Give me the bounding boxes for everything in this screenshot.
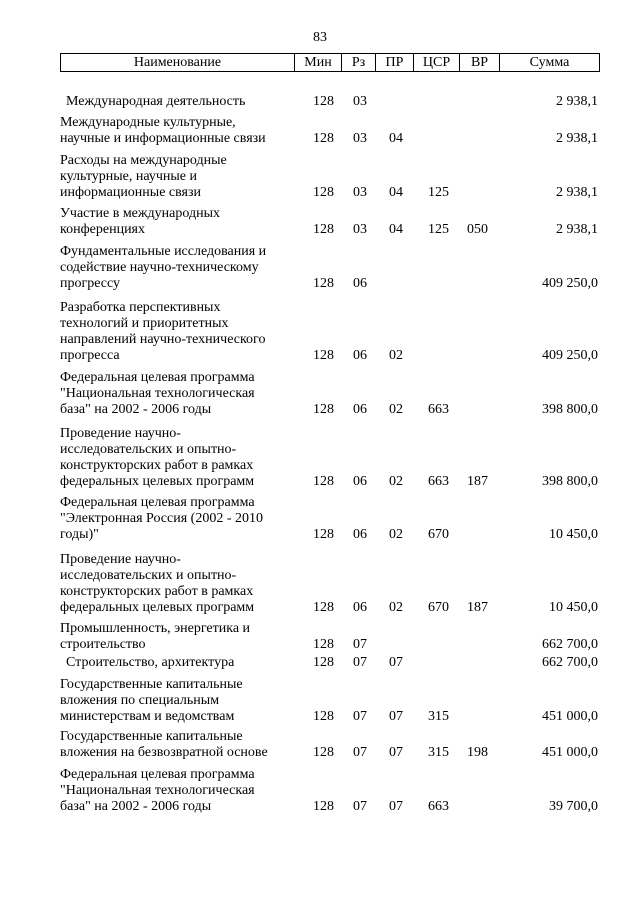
row-pr: 04 xyxy=(389,131,403,146)
row-sum: 2 938,1 xyxy=(556,185,598,200)
row-name: Проведение научно-исследовательских и опытно-конструкторских работ в рамках федеральных целевых программ xyxy=(60,426,255,489)
row-rz: 03 xyxy=(353,94,367,109)
table-row xyxy=(0,552,640,616)
row-csr: 125 xyxy=(428,222,449,237)
row-sum: 398 800,0 xyxy=(542,474,598,489)
row-csr: 125 xyxy=(428,185,449,200)
row-pr: 04 xyxy=(389,222,403,237)
row-rz: 03 xyxy=(353,131,367,146)
row-sum: 662 700,0 xyxy=(542,637,598,652)
row-min: 128 xyxy=(313,131,334,146)
row-name: Международная деятельность xyxy=(66,94,246,109)
table-row xyxy=(0,206,640,238)
column-header-rz: Рз xyxy=(342,54,376,71)
row-min: 128 xyxy=(313,402,334,417)
table-row xyxy=(0,426,640,490)
table-header xyxy=(60,53,600,72)
row-min: 128 xyxy=(313,637,334,652)
row-name: Федеральная целевая программа "Национальная технологическая база" на 2002 - 2006 годы xyxy=(60,767,255,814)
table-row xyxy=(0,244,640,292)
row-name: Строительство, архитектура xyxy=(66,655,235,670)
row-min: 128 xyxy=(313,276,334,291)
row-name: Фундаментальные исследования и содействие научно-техническому прогрессу xyxy=(60,244,267,291)
row-pr: 02 xyxy=(389,348,403,363)
row-sum: 2 938,1 xyxy=(556,131,598,146)
table-row xyxy=(0,370,640,418)
row-rz: 07 xyxy=(353,799,367,814)
row-pr: 07 xyxy=(389,709,403,724)
column-header-sum: Сумма xyxy=(529,55,570,70)
row-sum: 409 250,0 xyxy=(542,348,598,363)
column-header-name: Наименование xyxy=(61,54,295,71)
table-row xyxy=(0,655,640,671)
row-min: 128 xyxy=(313,745,334,760)
row-vr: 187 xyxy=(467,600,488,615)
row-rz: 03 xyxy=(353,222,367,237)
row-rz: 06 xyxy=(353,348,367,363)
row-pr: 07 xyxy=(389,799,403,814)
row-min: 128 xyxy=(313,600,334,615)
page-number: 83 xyxy=(313,30,327,45)
column-header-csr: ЦСР xyxy=(414,54,460,71)
row-rz: 06 xyxy=(353,600,367,615)
row-min: 128 xyxy=(313,94,334,109)
row-sum: 451 000,0 xyxy=(542,709,598,724)
row-sum: 2 938,1 xyxy=(556,94,598,109)
row-csr: 315 xyxy=(428,745,449,760)
row-min: 128 xyxy=(313,222,334,237)
row-pr: 02 xyxy=(389,600,403,615)
row-rz: 06 xyxy=(353,276,367,291)
row-pr: 02 xyxy=(389,527,403,542)
table-row xyxy=(0,621,640,653)
row-name: Разработка перспективных технологий и приоритетных направлений научно-технического прогресса xyxy=(60,300,266,363)
row-name: Международные культурные, научные и информационные связи xyxy=(60,115,266,146)
column-header-min: Мин xyxy=(295,54,342,71)
table-row xyxy=(0,94,640,110)
column-header-vr: ВР xyxy=(460,54,500,71)
row-vr: 187 xyxy=(467,474,488,489)
table-row xyxy=(0,115,640,147)
table-row xyxy=(0,495,640,543)
row-name: Промышленность, энергетика и строительство xyxy=(60,621,251,652)
table-row xyxy=(0,677,640,725)
row-csr: 663 xyxy=(428,799,449,814)
row-pr: 02 xyxy=(389,474,403,489)
row-name: Государственные капитальные вложения на безвозвратной основе xyxy=(60,729,268,760)
row-vr: 198 xyxy=(467,745,488,760)
row-sum: 662 700,0 xyxy=(542,655,598,670)
row-sum: 10 450,0 xyxy=(549,600,598,615)
table-row xyxy=(0,729,640,761)
row-rz: 03 xyxy=(353,185,367,200)
row-rz: 06 xyxy=(353,402,367,417)
row-vr: 050 xyxy=(467,222,488,237)
row-min: 128 xyxy=(313,799,334,814)
row-rz: 07 xyxy=(353,655,367,670)
row-min: 128 xyxy=(313,709,334,724)
row-sum: 2 938,1 xyxy=(556,222,598,237)
row-min: 128 xyxy=(313,527,334,542)
table-row xyxy=(0,767,640,815)
table-row xyxy=(0,153,640,201)
row-name: Государственные капитальные вложения по специальным министерствам и ведомствам xyxy=(60,677,243,724)
row-name: Федеральная целевая программа "Национальная технологическая база" на 2002 - 2006 годы xyxy=(60,370,255,417)
row-sum: 39 700,0 xyxy=(549,799,598,814)
row-pr: 04 xyxy=(389,185,403,200)
row-rz: 06 xyxy=(353,527,367,542)
row-pr: 07 xyxy=(389,655,403,670)
column-header-pr: ПР xyxy=(376,54,414,71)
row-csr: 670 xyxy=(428,600,449,615)
row-name: Федеральная целевая программа "Электронная Россия (2002 - 2010 годы)" xyxy=(60,495,263,542)
row-name: Расходы на международные культурные, научные и информационные связи xyxy=(60,153,227,200)
row-pr: 02 xyxy=(389,402,403,417)
row-sum: 451 000,0 xyxy=(542,745,598,760)
row-csr: 670 xyxy=(428,527,449,542)
row-csr: 315 xyxy=(428,709,449,724)
row-sum: 409 250,0 xyxy=(542,276,598,291)
row-rz: 07 xyxy=(353,709,367,724)
row-name: Участие в международных конференциях xyxy=(60,206,221,237)
row-min: 128 xyxy=(313,185,334,200)
row-name: Проведение научно-исследовательских и опытно-конструкторских работ в рамках федеральных целевых программ xyxy=(60,552,255,615)
row-sum: 10 450,0 xyxy=(549,527,598,542)
row-pr: 07 xyxy=(389,745,403,760)
row-csr: 663 xyxy=(428,402,449,417)
row-min: 128 xyxy=(313,348,334,363)
row-min: 128 xyxy=(313,474,334,489)
row-sum: 398 800,0 xyxy=(542,402,598,417)
row-rz: 07 xyxy=(353,637,367,652)
table-row xyxy=(0,300,640,364)
row-csr: 663 xyxy=(428,474,449,489)
row-rz: 07 xyxy=(353,745,367,760)
row-min: 128 xyxy=(313,655,334,670)
row-rz: 06 xyxy=(353,474,367,489)
